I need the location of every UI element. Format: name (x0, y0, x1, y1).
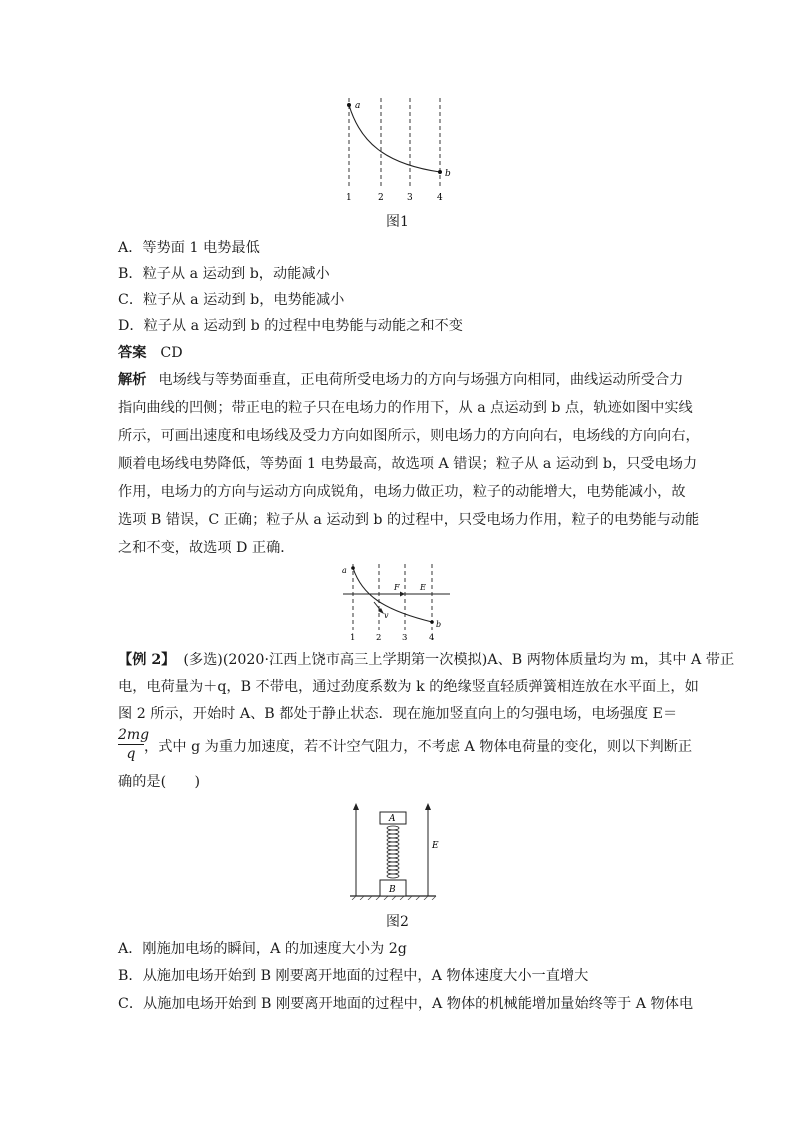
example2-line-1 (118, 650, 734, 670)
answer-label: 答案 (118, 345, 147, 361)
analysis-text: 电场线与等势面垂直，正电荷所受电场力的方向与场强方向相同，曲线运动所受合力 (158, 372, 684, 388)
figure1-label-b: b (445, 169, 451, 179)
example2-line: 确的是( ) (118, 774, 201, 790)
figure1-tick: 2 (378, 193, 384, 203)
example2-option-a: A．刚施加电场的瞬间，A 的加速度大小为 2g (118, 941, 407, 957)
analysis-tick: 4 (429, 633, 435, 642)
analysis-label: 解析 (118, 372, 147, 388)
figure1-tick: 4 (437, 193, 443, 203)
option-d: D．粒子从 a 运动到 b 的过程中电势能与动能之和不变 (118, 318, 463, 334)
analysis-line: 作用，电场力的方向与运动方向成锐角，电场力做正功，粒子的动能增大，电势能减小，故 (118, 484, 686, 500)
analysis-tick: 3 (402, 633, 408, 642)
figure2-label-B: B (389, 885, 396, 895)
analysis-line: 选项 B 错误，C 正确；粒子从 a 运动到 b 的过程中，只受电场力作用，粒子的电势能与动能 (118, 512, 700, 528)
option-a: A．等势面 1 电势最低 (118, 240, 260, 256)
figure1-label-a: a (355, 101, 361, 111)
example2-option-b: B．从施加电场开始到 B 刚要离开地面的过程中，A 物体速度大小一直增大 (118, 968, 589, 984)
example2-option-c: C．从施加电场开始到 B 刚要离开地面的过程中，A 物体的机械能增加量始终等于 A 物体电 (118, 996, 694, 1012)
figure1-tick: 1 (346, 193, 352, 203)
fraction-denominator: q (126, 746, 136, 762)
analysis-label-v: v (384, 611, 389, 620)
example2-line: 图 2 所示，开始时 A、B 都处于静止状态．现在施加竖直向上的匀强电场，电场强度 E＝ (118, 706, 678, 722)
analysis-line: 指向曲线的凹侧；带正电的粒子只在电场力的作用下，从 a 点运动到 b 点，轨迹如图中实线 (118, 400, 693, 416)
figure1-caption: 图1 (386, 214, 409, 230)
option-b: B．粒子从 a 运动到 b，动能减小 (118, 266, 330, 282)
analysis-line-1 (118, 370, 683, 390)
analysis-tick: 1 (350, 633, 356, 642)
answer-line (118, 343, 183, 363)
example2-line: ，式中 g 为重力加速度，若不计空气阻力，不考虑 A 物体电荷量的变化，则以下判断正 (144, 739, 693, 755)
figure2-label-E: E (432, 841, 439, 851)
example2-line: 电，电荷量为＋q，B 不带电，通过劲度系数为 k 的绝缘竖直轻质弹簧相连放在水平面上，如 (118, 679, 699, 695)
figure2-diagram (348, 800, 444, 900)
analysis-label-F: F (394, 583, 400, 592)
example2-tag: 【例 2】 (118, 652, 176, 668)
analysis-label-E: E (420, 583, 426, 592)
example2-stem: (多选)(2020·江西上饶市高三上学期第一次模拟)A、B 两物体质量均为 m，其中 A 带正 (183, 652, 735, 668)
analysis-line: 所示，可画出速度和电场线及受力方向如图所示，则电场力的方向向右，电场线的方向向右， (118, 428, 700, 444)
analysis-tick: 2 (376, 633, 382, 642)
figure1-diagram (330, 92, 470, 204)
figure2-caption: 图2 (386, 914, 409, 930)
analysis-line: 顺着电场线电势降低，等势面 1 电势最高，故选项 A 错误；粒子从 a 运动到 b，只受电场力 (118, 456, 698, 472)
analysis-line: 之和不变，故选项 D 正确． (118, 540, 295, 556)
figure1-tick: 3 (407, 193, 413, 203)
analysis-diagram (338, 560, 458, 642)
option-c: C．粒子从 a 运动到 b，电势能减小 (118, 292, 345, 308)
answer-value: CD (160, 345, 183, 361)
analysis-label-a: a (342, 566, 347, 575)
fraction-numerator: 2mg (118, 727, 150, 743)
field-fraction (118, 727, 150, 762)
analysis-label-b: b (436, 620, 442, 629)
figure2-label-A: A (389, 814, 396, 824)
